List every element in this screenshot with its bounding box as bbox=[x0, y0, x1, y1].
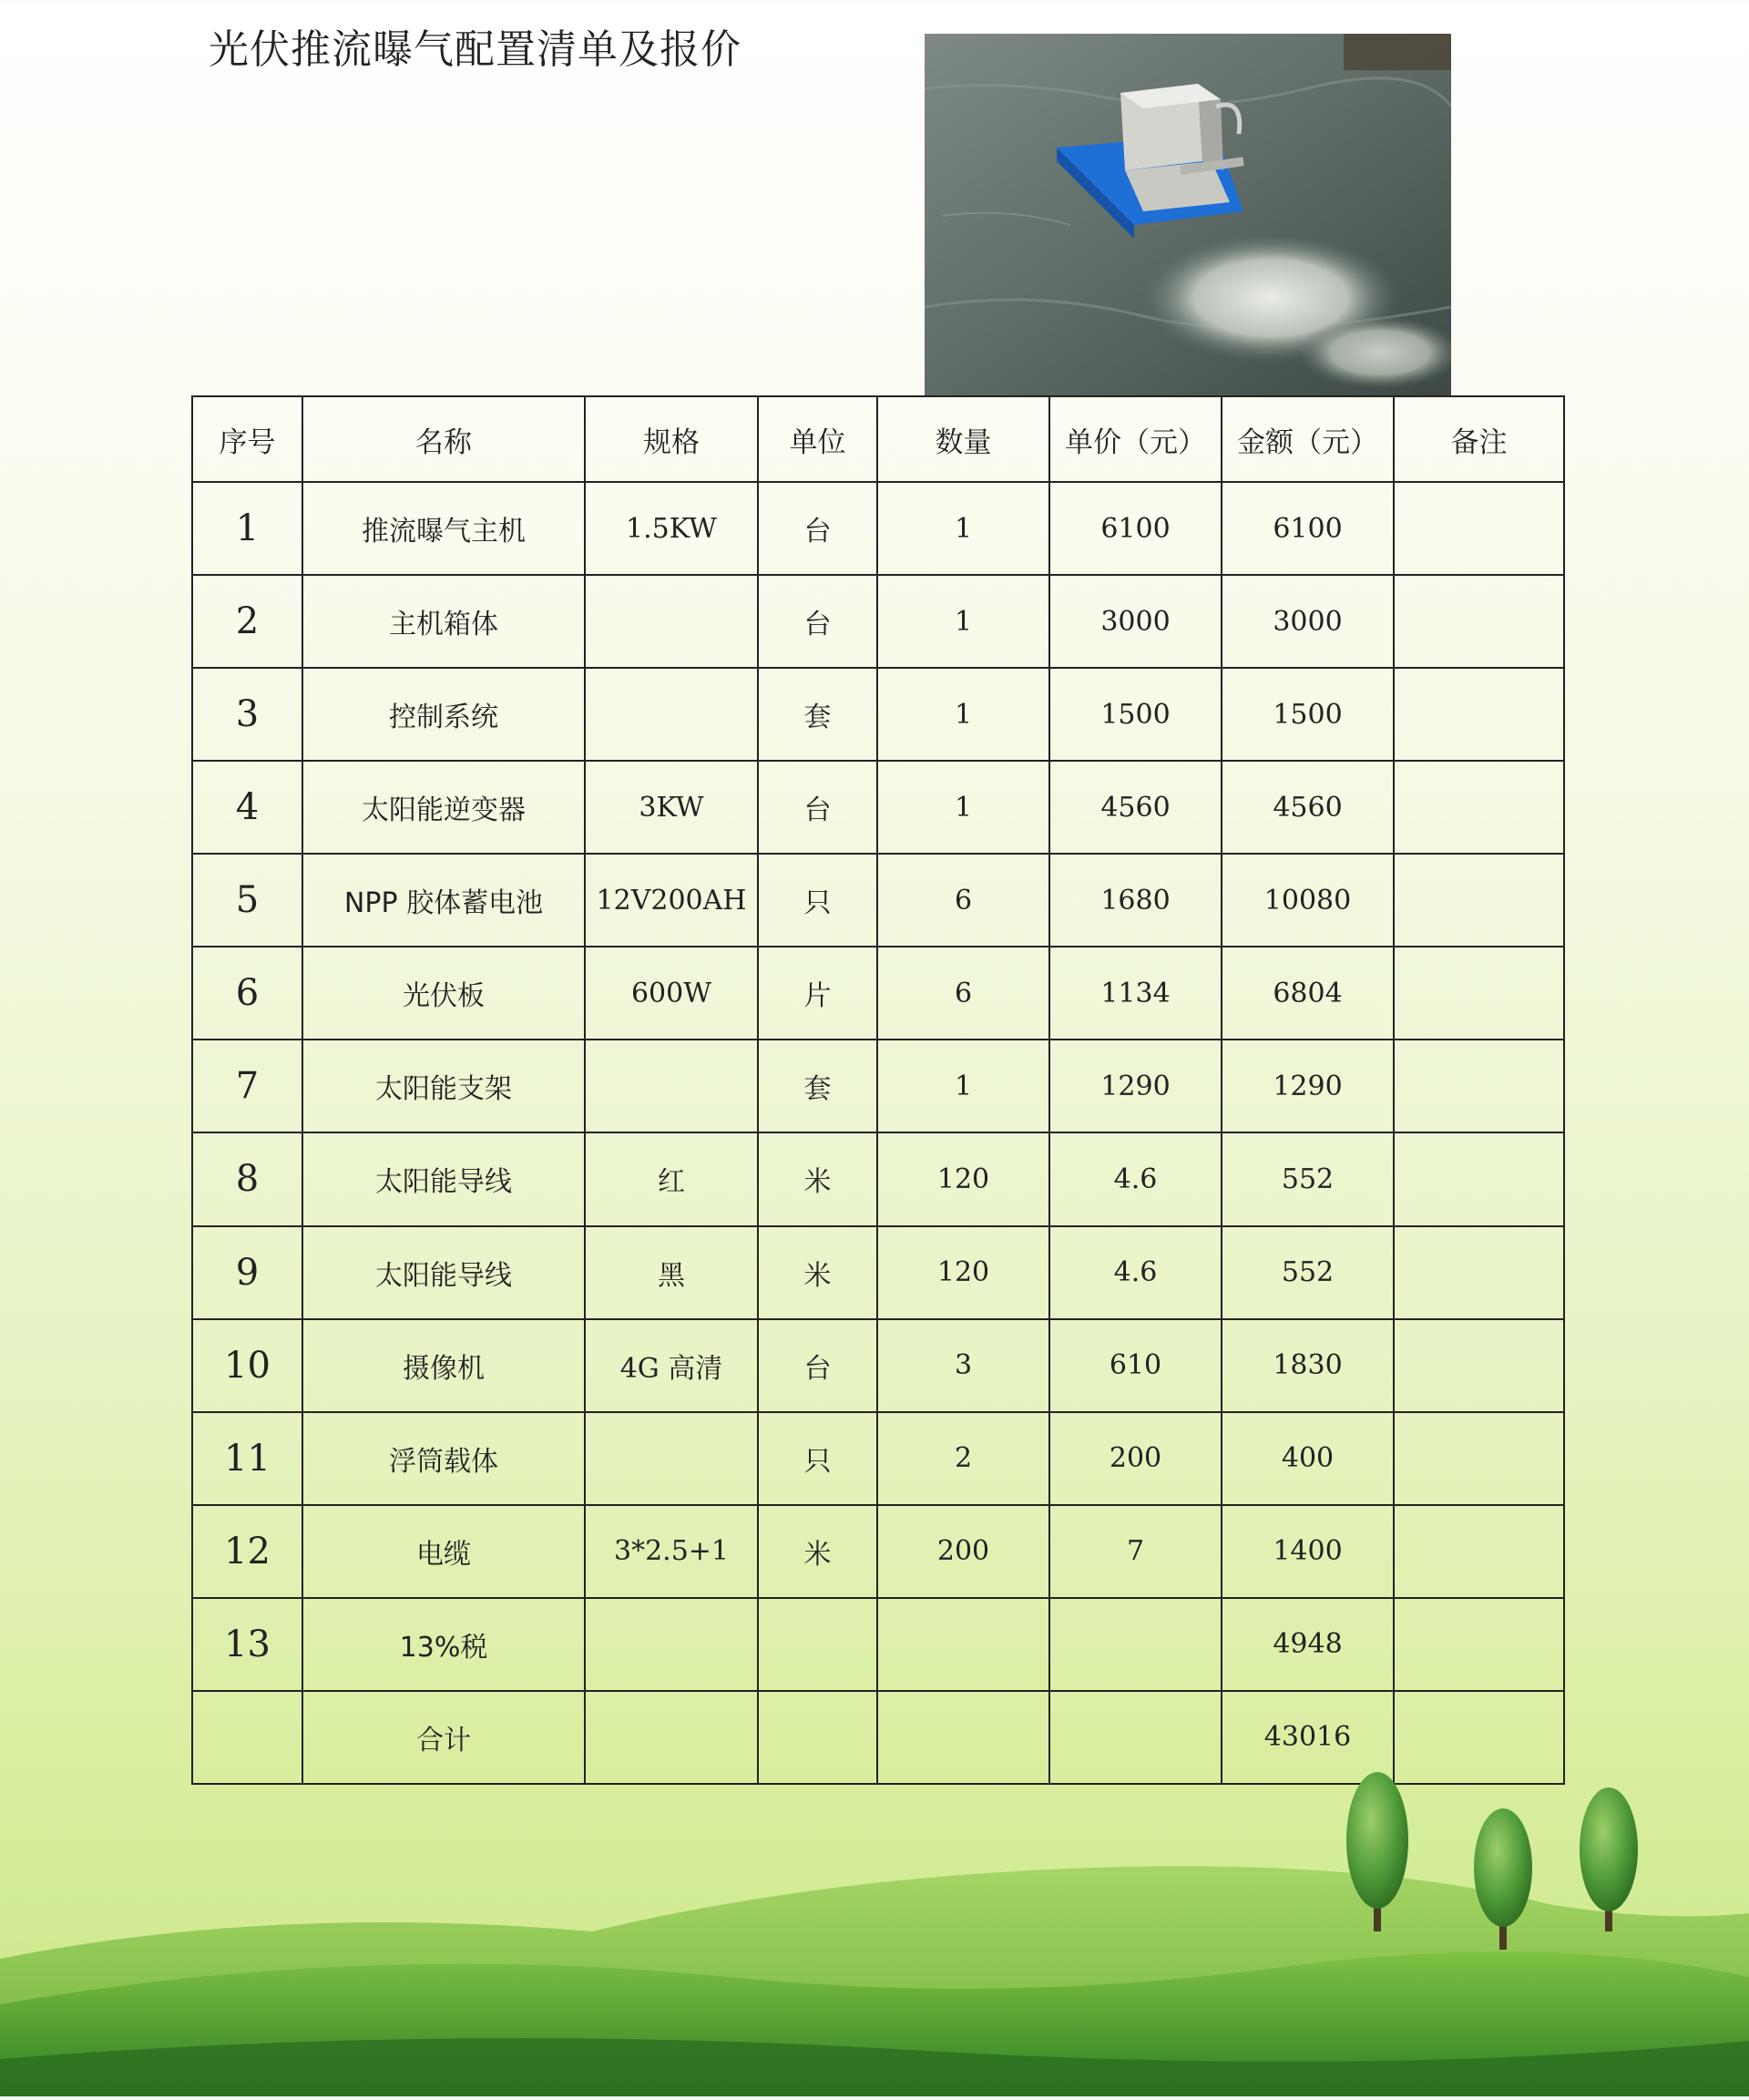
cell-spec: 3*2.5+1 bbox=[585, 1505, 758, 1598]
cell-note bbox=[1394, 482, 1564, 575]
cell-note bbox=[1394, 1132, 1564, 1225]
table-row bbox=[192, 1132, 1564, 1225]
cell-no: 3 bbox=[192, 668, 302, 761]
cell-qty: 1 bbox=[877, 575, 1049, 668]
cell-amount: 4948 bbox=[1222, 1598, 1394, 1691]
cell-unit: 台 bbox=[758, 482, 877, 575]
cell-price: 1680 bbox=[1049, 854, 1222, 947]
cell-spec: 600W bbox=[585, 947, 758, 1040]
cell-name: 太阳能导线 bbox=[302, 1132, 585, 1225]
header-no: 序号 bbox=[192, 396, 302, 482]
cell-note bbox=[1394, 575, 1564, 668]
cell-no: 10 bbox=[192, 1319, 302, 1412]
cell-qty: 6 bbox=[877, 854, 1049, 947]
cell-no: 4 bbox=[192, 761, 302, 854]
cell-amount: 6804 bbox=[1222, 947, 1394, 1040]
cell-spec: 3KW bbox=[585, 761, 758, 854]
cell-spec bbox=[585, 1598, 758, 1691]
header-price: 单价（元） bbox=[1049, 396, 1222, 482]
cell-name: 13%税 bbox=[302, 1598, 585, 1691]
table-row bbox=[192, 854, 1564, 947]
cell-no: 12 bbox=[192, 1505, 302, 1598]
cell-unit: 米 bbox=[758, 1226, 877, 1319]
cell-spec: 黑 bbox=[585, 1226, 758, 1319]
cell-amount: 1290 bbox=[1222, 1040, 1394, 1132]
table-row bbox=[192, 668, 1564, 761]
cell-amount: 43016 bbox=[1222, 1691, 1394, 1784]
cell-note bbox=[1394, 1412, 1564, 1505]
table-row bbox=[192, 1505, 1564, 1598]
cell-amount: 552 bbox=[1222, 1226, 1394, 1319]
cell-qty: 1 bbox=[877, 668, 1049, 761]
cell-amount: 4560 bbox=[1222, 761, 1394, 854]
table-row bbox=[192, 1226, 1564, 1319]
cell-amount: 400 bbox=[1222, 1412, 1394, 1505]
cell-unit: 套 bbox=[758, 1040, 877, 1132]
cell-no: 1 bbox=[192, 482, 302, 575]
cell-price: 6100 bbox=[1049, 482, 1222, 575]
cell-name: 推流曝气主机 bbox=[302, 482, 585, 575]
cell-price: 1500 bbox=[1049, 668, 1222, 761]
cell-price bbox=[1049, 1598, 1222, 1691]
cell-amount: 6100 bbox=[1222, 482, 1394, 575]
cell-qty: 2 bbox=[877, 1412, 1049, 1505]
cell-unit: 米 bbox=[758, 1505, 877, 1598]
cell-qty: 6 bbox=[877, 947, 1049, 1040]
cell-price: 4560 bbox=[1049, 761, 1222, 854]
hills-trees-image bbox=[0, 1767, 1749, 2096]
cell-name: 控制系统 bbox=[302, 668, 585, 761]
cell-price: 1134 bbox=[1049, 947, 1222, 1040]
cell-spec bbox=[585, 668, 758, 761]
cell-price: 200 bbox=[1049, 1412, 1222, 1505]
header-unit: 单位 bbox=[758, 396, 877, 482]
cell-qty: 120 bbox=[877, 1132, 1049, 1225]
header-spec: 规格 bbox=[585, 396, 758, 482]
cell-note bbox=[1394, 1226, 1564, 1319]
cell-amount: 3000 bbox=[1222, 575, 1394, 668]
cell-qty: 1 bbox=[877, 482, 1049, 575]
cell-price: 7 bbox=[1049, 1505, 1222, 1598]
cell-no: 2 bbox=[192, 575, 302, 668]
aerator-photo-image bbox=[925, 34, 1451, 395]
cell-no: 8 bbox=[192, 1132, 302, 1225]
cell-spec: 红 bbox=[585, 1132, 758, 1225]
table-row bbox=[192, 1598, 1564, 1691]
cell-note bbox=[1394, 1505, 1564, 1598]
cell-name: 摄像机 bbox=[302, 1319, 585, 1412]
cell-amount: 1400 bbox=[1222, 1505, 1394, 1598]
header-name: 名称 bbox=[302, 396, 585, 482]
table-row bbox=[192, 1040, 1564, 1132]
cell-unit: 米 bbox=[758, 1132, 877, 1225]
cell-name: 光伏板 bbox=[302, 947, 585, 1040]
cell-no: 9 bbox=[192, 1226, 302, 1319]
table-header-row bbox=[192, 396, 1564, 482]
cell-note bbox=[1394, 947, 1564, 1040]
cell-no: 13 bbox=[192, 1598, 302, 1691]
cell-note bbox=[1394, 1319, 1564, 1412]
cell-unit: 片 bbox=[758, 947, 877, 1040]
table-row bbox=[192, 575, 1564, 668]
cell-unit: 只 bbox=[758, 854, 877, 947]
cell-note bbox=[1394, 761, 1564, 854]
cell-no: 7 bbox=[192, 1040, 302, 1132]
table-row bbox=[192, 761, 1564, 854]
cell-price: 1290 bbox=[1049, 1040, 1222, 1132]
quotation-table bbox=[191, 395, 1565, 1785]
cell-name: NPP 胶体蓄电池 bbox=[302, 854, 585, 947]
cell-name: 合计 bbox=[302, 1691, 585, 1784]
cell-name: 浮筒载体 bbox=[302, 1412, 585, 1505]
cell-spec: 12V200AH bbox=[585, 854, 758, 947]
table-row bbox=[192, 947, 1564, 1040]
table-row bbox=[192, 482, 1564, 575]
cell-note bbox=[1394, 854, 1564, 947]
cell-amount: 552 bbox=[1222, 1132, 1394, 1225]
table-row bbox=[192, 1412, 1564, 1505]
cell-name: 主机箱体 bbox=[302, 575, 585, 668]
cell-note bbox=[1394, 1040, 1564, 1132]
cell-unit: 台 bbox=[758, 1319, 877, 1412]
table-row bbox=[192, 1319, 1564, 1412]
cell-name: 太阳能导线 bbox=[302, 1226, 585, 1319]
page-title: 光伏推流曝气配置清单及报价 bbox=[209, 26, 742, 73]
cell-amount: 1500 bbox=[1222, 668, 1394, 761]
cell-price: 3000 bbox=[1049, 575, 1222, 668]
cell-amount: 10080 bbox=[1222, 854, 1394, 947]
cell-price: 4.6 bbox=[1049, 1226, 1222, 1319]
cell-no: 11 bbox=[192, 1412, 302, 1505]
cell-qty: 200 bbox=[877, 1505, 1049, 1598]
cell-price: 610 bbox=[1049, 1319, 1222, 1412]
cell-note bbox=[1394, 1598, 1564, 1691]
cell-spec: 4G 高清 bbox=[585, 1319, 758, 1412]
cell-qty: 3 bbox=[877, 1319, 1049, 1412]
cell-spec bbox=[585, 575, 758, 668]
cell-unit: 套 bbox=[758, 668, 877, 761]
cell-name: 太阳能逆变器 bbox=[302, 761, 585, 854]
cell-unit bbox=[758, 1598, 877, 1691]
cell-qty: 120 bbox=[877, 1226, 1049, 1319]
product-photo bbox=[925, 34, 1451, 395]
cell-qty: 1 bbox=[877, 761, 1049, 854]
cell-qty: 1 bbox=[877, 1040, 1049, 1132]
cell-note bbox=[1394, 668, 1564, 761]
cell-qty bbox=[877, 1598, 1049, 1691]
cell-unit: 台 bbox=[758, 575, 877, 668]
header-qty: 数量 bbox=[877, 396, 1049, 482]
tree-icon bbox=[1580, 1788, 1638, 1931]
cell-unit: 只 bbox=[758, 1412, 877, 1505]
cell-name: 太阳能支架 bbox=[302, 1040, 585, 1132]
cell-spec: 1.5KW bbox=[585, 482, 758, 575]
cell-name: 电缆 bbox=[302, 1505, 585, 1598]
cell-unit: 台 bbox=[758, 761, 877, 854]
header-amount: 金额（元） bbox=[1222, 396, 1394, 482]
cell-spec bbox=[585, 1040, 758, 1132]
cell-no: 6 bbox=[192, 947, 302, 1040]
header-note: 备注 bbox=[1394, 396, 1564, 482]
cell-price: 4.6 bbox=[1049, 1132, 1222, 1225]
cell-amount: 1830 bbox=[1222, 1319, 1394, 1412]
cell-spec bbox=[585, 1412, 758, 1505]
cell-no: 5 bbox=[192, 854, 302, 947]
hills-background bbox=[0, 1767, 1749, 2096]
